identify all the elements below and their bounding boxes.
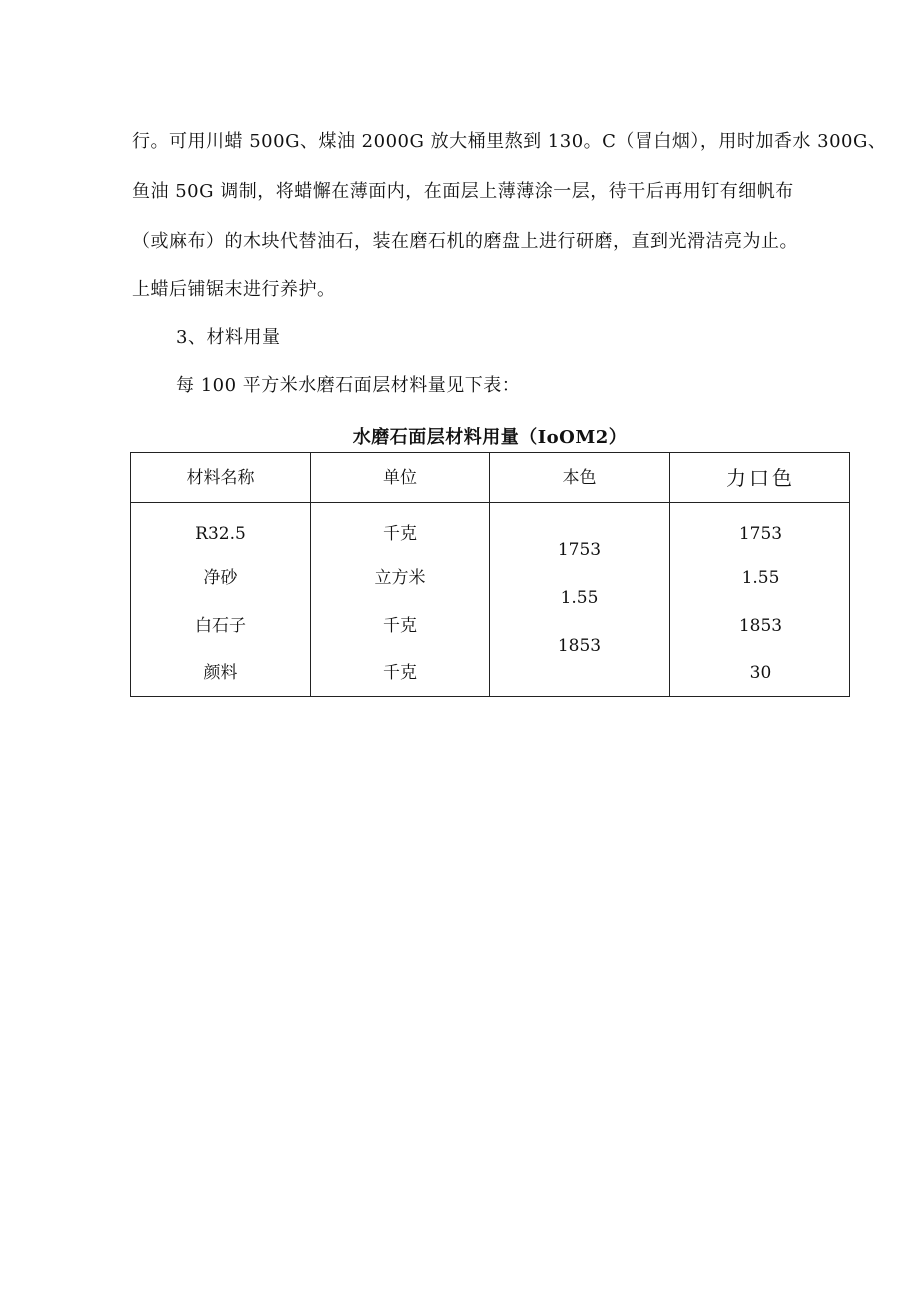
- added-color-value: 1853: [738, 616, 783, 636]
- material-name: R32.5: [195, 524, 246, 544]
- added-color-value: 1.55: [741, 568, 780, 588]
- natural-color-value: 1853: [557, 636, 602, 656]
- material-name: 白石子: [195, 616, 246, 636]
- paragraph-line: （或麻布）的木块代替油石，装在磨石机的磨盘上进行研磨，直到光滑洁亮为止。: [132, 231, 798, 252]
- materials-table: [130, 452, 850, 697]
- table-title: 水磨石面层材料用量（IoOM2）: [352, 427, 628, 448]
- column-header-added-color: 力口色: [726, 466, 795, 490]
- column-header-natural-color: 本色: [562, 468, 597, 488]
- material-name: 颜料: [203, 663, 238, 683]
- added-color-value: 30: [749, 663, 772, 683]
- paragraph-line: 行。可用川蜡 500G、煤油 2000G 放大桶里熬到 130。C（冒白烟），用时加香水 300G、: [132, 131, 887, 152]
- material-unit: 立方米: [374, 568, 426, 588]
- material-name: 净砂: [203, 568, 238, 588]
- paragraph-line: 鱼油 50G 调制，将蜡懈在薄面内，在面层上薄薄涂一层，待干后再用钉有细帆布: [132, 181, 794, 202]
- material-unit: 千克: [383, 663, 417, 683]
- section-heading: 3、材料用量: [176, 327, 281, 348]
- material-unit: 千克: [383, 616, 417, 636]
- column-header-material: 材料名称: [186, 468, 255, 488]
- natural-color-value: 1.55: [560, 588, 599, 608]
- added-color-value: 1753: [738, 524, 783, 544]
- column-header-unit: 单位: [383, 468, 417, 488]
- material-unit: 千克: [383, 524, 417, 544]
- table-intro-text: 每 100 平方米水磨石面层材料量见下表：: [176, 375, 521, 396]
- table-divider: [131, 502, 849, 503]
- paragraph-line: 上蜡后铺锯末进行养护。: [132, 279, 336, 300]
- natural-color-value: 1753: [557, 540, 602, 560]
